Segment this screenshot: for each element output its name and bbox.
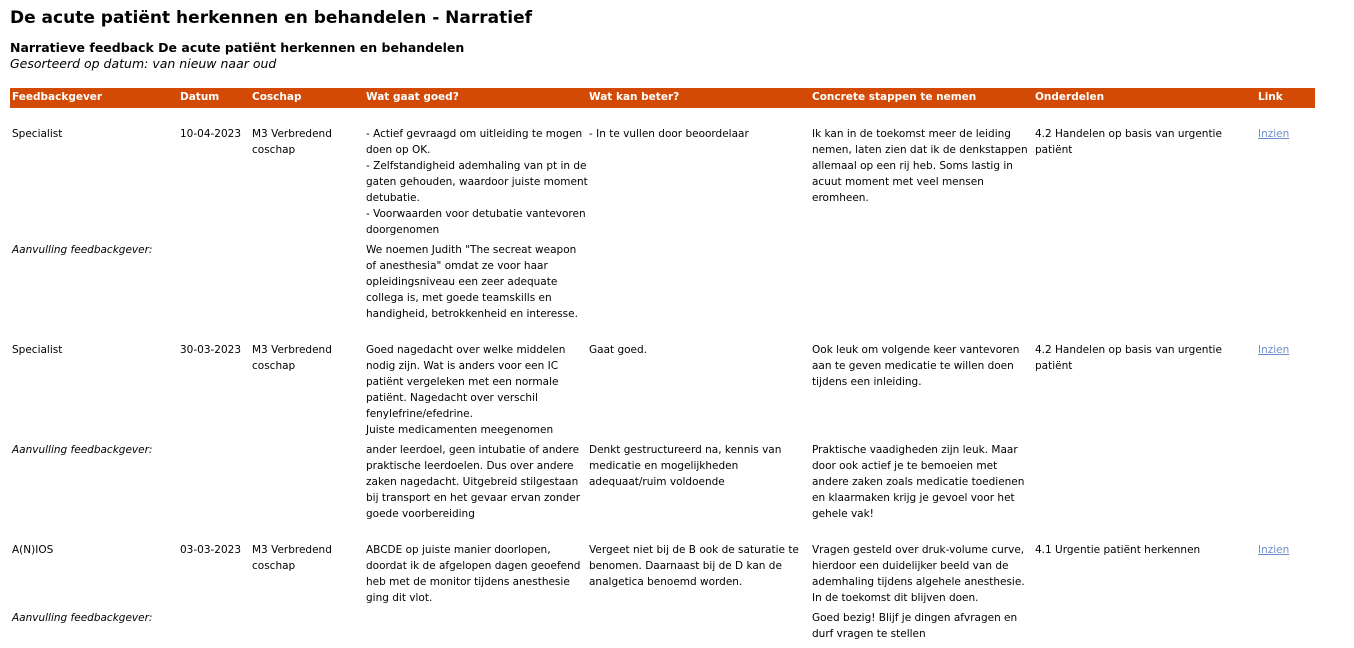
addition-steps: Goed bezig! Blijf je dingen afvragen en durf vragen te stellen <box>812 612 1018 640</box>
view-link[interactable]: Inzien <box>1258 544 1290 556</box>
feedback-giver: Specialist <box>12 344 63 356</box>
what-can-improve: Vergeet niet bij de B ook de saturatie te benomen. Daarnaast bij de D kan de analgetica benoemd worden. <box>589 544 799 588</box>
concrete-steps: Ook leuk om volgende keer vantevoren aan te geven medicatie te willen doen tijdens een inleiding. <box>812 344 1020 388</box>
component-parts: 4.1 Urgentie patiënt herkennen <box>1035 544 1201 556</box>
coschap-name: M3 Verbredend coschap <box>252 544 332 572</box>
column-header-link: Link <box>1258 91 1283 103</box>
what-goes-well: Goed nagedacht over welke middelen nodig zijn. Wat is anders voor een IC patiënt vergeleken met een normale patiënt. Nagedacht over verschil fenylefrine/efedrine. Juiste medicamenten meegenomen <box>366 344 566 436</box>
view-link[interactable]: Inzien <box>1258 344 1290 356</box>
column-header-datum: Datum <box>180 91 220 103</box>
report-subtitle: Narratieve feedback De acute patiënt herkennen en behandelen <box>10 40 465 55</box>
column-header-wat-gaat-goed: Wat gaat goed? <box>366 91 459 103</box>
feedback-date: 30-03-2023 <box>180 344 242 356</box>
column-header-feedbackgever: Feedbackgever <box>12 91 103 103</box>
what-goes-well: ABCDE op juiste manier doorlopen, doordat ik de afgelopen dagen geoefend heb met de monitor tijdens anesthesie ging dit vlot. <box>366 544 581 604</box>
addition-label: Aanvulling feedbackgever: <box>12 444 153 456</box>
page-title: De acute patiënt herkennen en behandelen - Narratief <box>10 8 533 28</box>
feedback-giver: Specialist <box>12 128 63 140</box>
column-header-wat-kan-beter: Wat kan beter? <box>589 91 680 103</box>
column-header-coschap: Coschap <box>252 91 302 103</box>
feedback-giver: A(N)IOS <box>12 544 54 556</box>
addition-better: Denkt gestructureerd na, kennis van medicatie en mogelijkheden adequaat/ruim voldoende <box>589 444 782 488</box>
column-header-concrete-stappen: Concrete stappen te nemen <box>812 91 977 103</box>
sort-note: Gesorteerd op datum: van nieuw naar oud <box>10 56 277 71</box>
view-link[interactable]: Inzien <box>1258 128 1290 140</box>
concrete-steps: Vragen gesteld over druk-volume curve, hierdoor een duidelijker beeld van de ademhaling tijdens algehele anesthesie. In de toekomst dit blijven doen. <box>812 544 1025 604</box>
coschap-name: M3 Verbredend coschap <box>252 128 332 156</box>
concrete-steps: Ik kan in de toekomst meer de leiding nemen, laten zien dat ik de denkstappen allemaal op een rij heb. Soms lastig in acuut moment met veel mensen eromheen. <box>812 128 1028 204</box>
addition-good: ander leerdoel, geen intubatie of andere praktische leerdoelen. Dus over andere zaken nagedacht. Uitgebreid stilgestaan bij transport en het gevaar ervan zonder goede voorbereiding <box>366 444 581 520</box>
addition-steps: Praktische vaadigheden zijn leuk. Maar door ook actief je te bemoeien met andere zaken zoals medicatie toedienen en klaarmaken krijg je gevoel voor het gehele vak! <box>812 444 1025 520</box>
table-header <box>10 88 1315 108</box>
coschap-name: M3 Verbredend coschap <box>252 344 332 372</box>
component-parts: 4.2 Handelen op basis van urgentie patiënt <box>1035 344 1222 372</box>
addition-label: Aanvulling feedbackgever: <box>12 612 153 624</box>
what-goes-well: - Actief gevraagd om uitleiding te mogen doen op OK. - Zelfstandigheid ademhaling van pt in de gaten gehouden, waardoor juiste moment detubatie. - Voorwaarden voor detubatie vantevoren doorgenomen <box>366 128 588 236</box>
what-can-improve: Gaat goed. <box>589 344 648 356</box>
component-parts: 4.2 Handelen op basis van urgentie patiënt <box>1035 128 1222 156</box>
feedback-date: 03-03-2023 <box>180 544 242 556</box>
what-can-improve: - In te vullen door beoordelaar <box>589 128 749 140</box>
addition-label: Aanvulling feedbackgever: <box>12 244 153 256</box>
column-header-onderdelen: Onderdelen <box>1035 91 1105 103</box>
addition-good: We noemen Judith "The secreat weapon of anesthesia" omdat ze voor haar opleidingsniveau een zeer adequate collega is, met goede teamskills en handigheid, betrokkenheid en interesse. <box>366 244 578 320</box>
feedback-date: 10-04-2023 <box>180 128 242 140</box>
